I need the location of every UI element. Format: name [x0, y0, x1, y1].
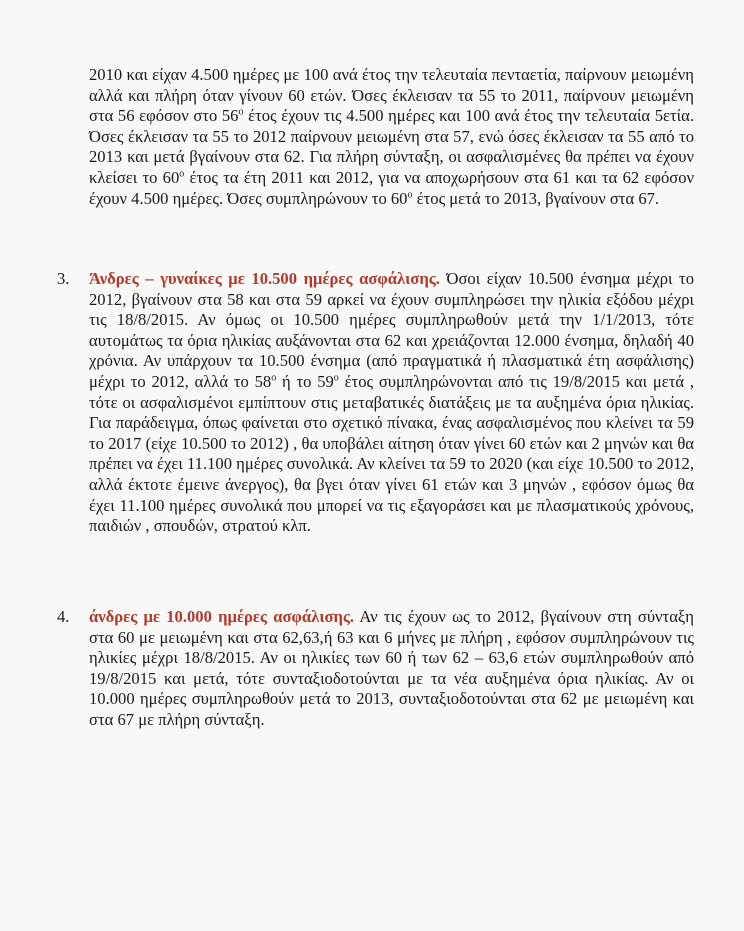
ordinal-superscript: ο — [271, 372, 277, 384]
list-number: 4. — [57, 607, 70, 626]
intro-text-1: 2010 και είχαν 4.500 ημέρες με 100 ανά έτος την τελευταία πενταετία, παίρνουν μειωμένη αλλά και πλήρη όταν γίνουν 60 ετών. Όσες έκλεισαν τα 55 το 2011, παίρνουν μειωμένη στα 56 εφόσον στο 56 — [89, 65, 694, 126]
ordinal-superscript: ο — [407, 189, 413, 201]
list-item-3 — [57, 269, 694, 537]
item-4-heading: άνδρες με 10.000 ημέρες ασφάλισης. — [89, 607, 355, 626]
item-3-text-2: ή το 59 — [276, 371, 334, 391]
ordinal-superscript: ο — [238, 106, 244, 118]
item-3-text-1: Όσοι είχαν 10.500 ένσημα μέχρι το 2012, βγαίνουν στα 58 και στα 59 αρκεί να έχουν συμπληρώσει την ηλικία εξόδου μέχρι τις 18/8/2015. Αν όμως οι 10.500 ημέρες συμπληρωθούν μετά την 1/1/2013, τότε αυτομάτως τα όρια ηλικίας αυξάνονται στα 62 και χρειάζονται 12.000 ένσημα, δηλαδή 40 χρόνια. Αν υπάρχουν τα 10.500 ένσημα (από πραγματικά ή πλασματικά έτη ασφάλισης) μέχρι το 2012, αλλά το 58 — [89, 269, 694, 391]
list-item-4 — [57, 607, 694, 731]
intro-text-2: έτος έχουν τις 4.500 ημέρες και 100 ανά έτος την τελευταία 5ετία. Όσες έκλεισαν τα 55 το 2012 παίρνουν μειωμένη στα 57, ενώ όσες έκλεισαν τα 55 από το 2013 και μετά βγαίνουν στα 62. Για πλήρη σύνταξη, οι ασφαλισμένες θα πρέπει να έχουν κλείσει το 60 — [89, 106, 694, 187]
list-number: 3. — [57, 269, 70, 288]
item-4-text-1: Αν τις έχουν ως το 2012, βγαίνουν στη σύνταξη στα 60 με μειωμένη και στα 62,63,ή 63 και 6 μήνες με πλήρη , εφόσον συμπληρώνουν τις ηλικίες μέχρι 18/8/2015. Αν οι ηλικίες των 60 ή των 62 – 63,6 ετών συμπληρωθούν από 19/8/2015 και μετά, τότε συνταξιοδοτούνται με τα νέα αυξημένα όρια ηλικίας. Αν οι 10.000 ημέρες συμπληρωθούν μετά το 2013, συνταξιοδοτούνται στα 62 με μειωμένη και στα 67 με πλήρη σύνταξη. — [89, 607, 694, 729]
item-3-text-3: έτος συμπληρώνονται από τις 19/8/2015 και μετά , τότε οι ασφαλισμένοι εμπίπτουν στις μεταβατικές διατάξεις με τα αυξημένα όρια ηλικίας. Για παράδειγμα, όπως φαίνεται στο σχετικό πίνακα, ένας ασφαλισμένος που κλείνει τα 59 το 2017 (είχε 10.500 το 2012) , θα υποβάλει αίτηση όταν γίνει 60 ετών και 2 μηνών και θα πρέπει να έχει 11.100 ημέρες συνολικά. Αν κλείνει τα 59 το 2020 (και είχε 10.500 το 2012, αλλά έκτοτε έμεινε άνεργος), θα βγει όταν γίνει 61 ετών και 3 μηνών , εφόσον όμως θα έχει 11.100 ημέρες συνολικά που μπορεί να τις εξαγοράσει και με πλασματικούς χρόνους, παιδιών , σπουδών, στρατού κλπ. — [89, 371, 694, 536]
intro-text-4: έτος μετά το 2013, βγαίνουν στα 67. — [412, 188, 660, 208]
item-3-heading: Άνδρες – γυναίκες με 10.500 ημέρες ασφάλισης. — [89, 269, 440, 288]
item-3-paragraph — [89, 269, 694, 537]
ordinal-superscript: ο — [179, 168, 185, 180]
intro-paragraph — [89, 65, 694, 209]
intro-text-3: έτος τα έτη 2011 και 2012, για να αποχωρήσουν στα 61 και τα 62 εφόσον έχουν 4.500 ημέρες. Όσες συμπληρώνουν το 60 — [89, 167, 695, 208]
item-4-paragraph — [89, 607, 694, 731]
ordinal-superscript: ο — [333, 372, 339, 384]
